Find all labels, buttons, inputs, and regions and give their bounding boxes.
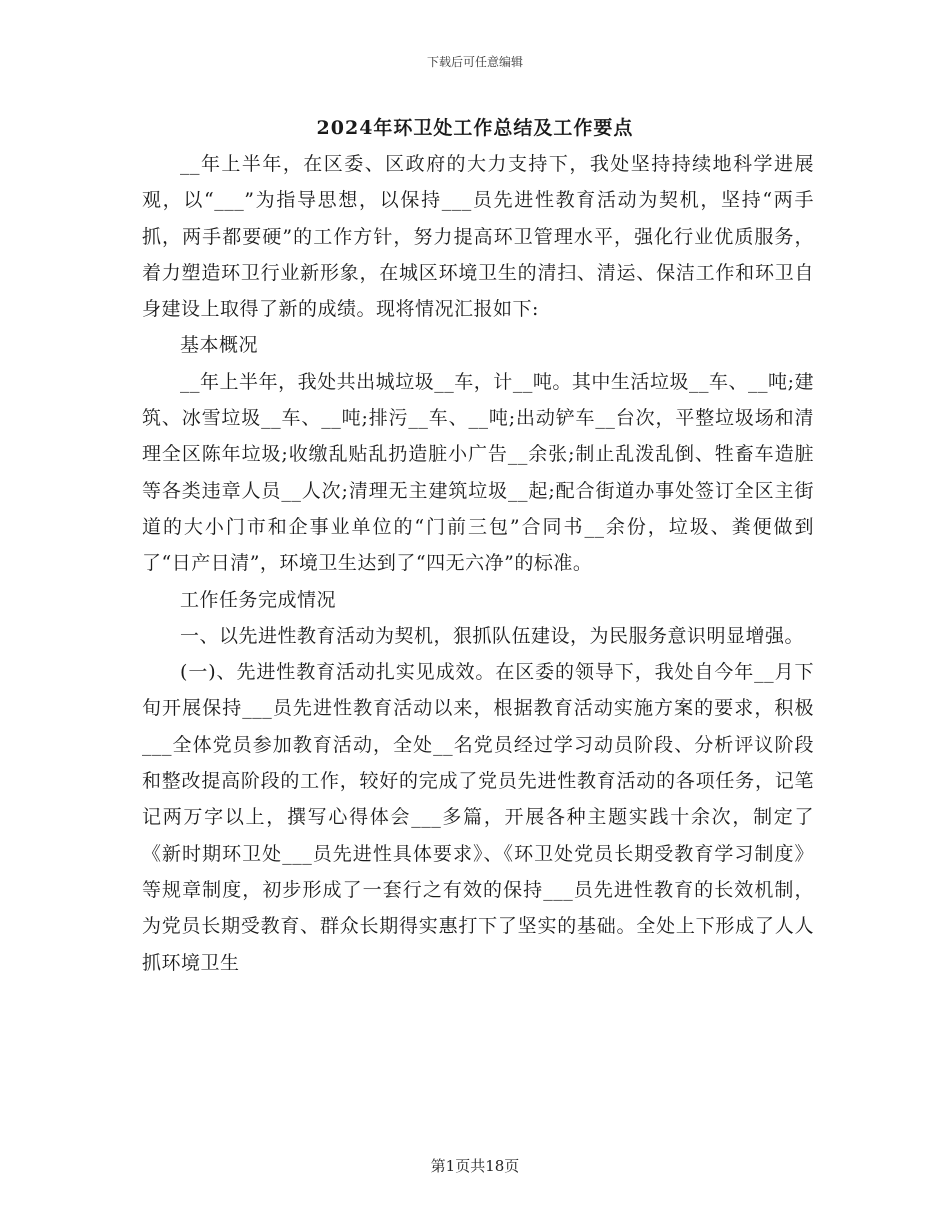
task-subitem-1: (一)、先进性教育活动扎实见成效。在区委的领导下，我处自今年__月下旬开展保持___员先进性教育活动以来，根据教育活动实施方案的要求，积极___全体党员参加教育活动，全处__名党员经过学习动员阶段、分析评议阶段和整改提高阶段的工作，较好的完成了党员先进性教育活动的各项任务，记笔记两万字以上，撰写心得体会___多篇，开展各种主题实践十余次，制定了《新时期环卫处___员先进性具体要求》、《环卫处党员长期受教育学习制度》等规章制度，初步形成了一套行之有效的保持___员先进性教育的长效机制，为党员长期受教育、群众长期得实惠打下了坚实的基础。全处上下形成了人人抓环境卫生	[142, 661, 814, 974]
task-item-1: 一、以先进性教育活动为契机，狠抓队伍建设，为民服务意识明显增强。	[180, 624, 805, 647]
document-body	[142, 146, 814, 981]
page-footer: 第1页共18页	[430, 1157, 520, 1175]
document-title: 2024年环卫处工作总结及工作要点	[316, 117, 634, 139]
intro-paragraph: __年上半年，在区委、区政府的大力支持下，我处坚持持续地科学进展观，以“___”为指导思想，以保持___员先进性教育活动为契机，坚持“两手抓，两手都要硬”的工作方针，努力提高环卫管理水平，强化行业优质服务，着力塑造环卫行业新形象，在城区环境卫生的清扫、清运、保洁工作和环卫自身建设上取得了新的成绩。现将情况汇报如下:	[142, 153, 814, 321]
section-heading-overview: 基本概况	[180, 334, 259, 357]
overview-paragraph: __年上半年，我处共出城垃圾__车，计__吨。其中生活垃圾__车、__吨;建筑、冰雪垃圾__车、__吨;排污__车、__吨;出动铲车__台次，平整垃圾场和清理全区陈年垃圾;收缴乱贴乱扔造脏小广告__余张;制止乱泼乱倒、牲畜车造脏等各类违章人员__人次;清理无主建筑垃圾__起;配合街道办事处签订全区主街道的大小门市和企事业单位的“门前三包”合同书__余份，垃圾、粪便做到了“日产日清”，环境卫生达到了“四无六净”的标准。	[142, 370, 814, 575]
section-heading-tasks: 工作任务完成情况	[180, 588, 337, 611]
header-note: 下载后可任意编辑	[426, 55, 523, 69]
